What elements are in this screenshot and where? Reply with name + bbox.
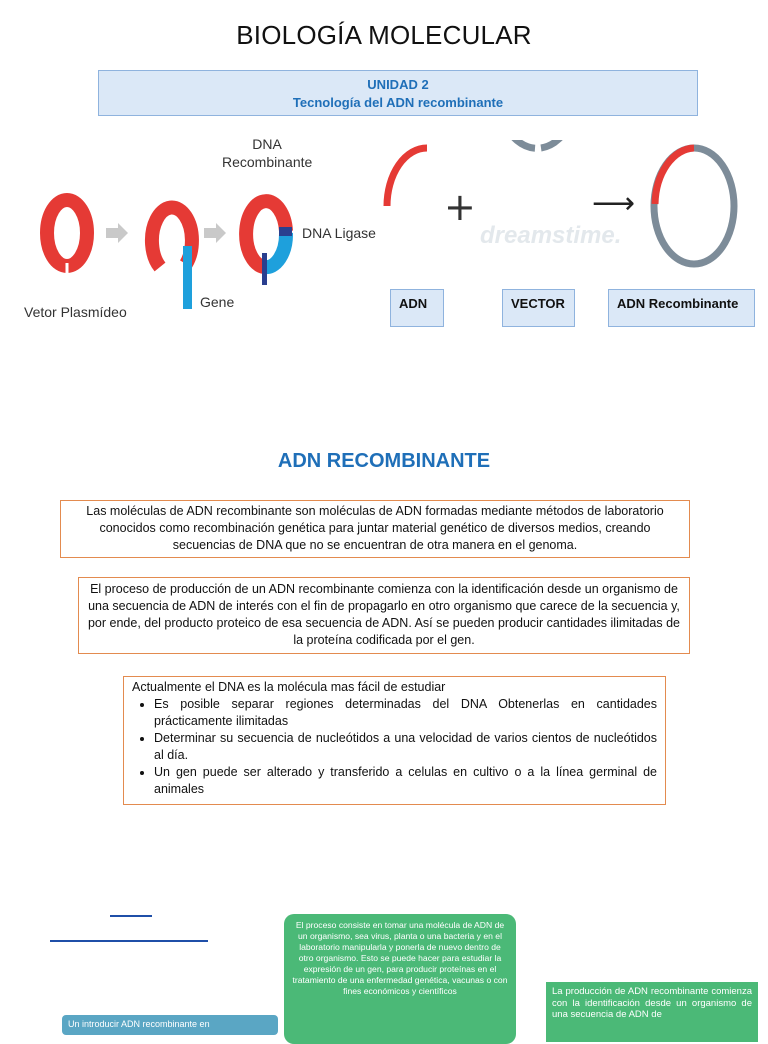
list-item: • Es posible separar regiones determinadas del DNA Obtenerlas en cantidades prácticamente ilimitadas <box>154 696 657 730</box>
process-box: El proceso de producción de un ADN recombinante comienza con la identificación desde un organismo de una secuencia de ADN de interés con el fin de propagarlo en otro organismo que carece de la secuencia y, por ende, del producto proteico de esa secuencia de ADN. Así se pueden producir cantidades ilimitadas de la proteína codificada por el gen. <box>78 577 690 654</box>
mindmap-node-right: La producción de ADN recombinante comienza con la identificación desde un organismo de una secuencia de ADN de <box>546 982 758 1042</box>
facts-box <box>123 676 666 805</box>
adn-fragment <box>387 148 427 206</box>
gene-insert <box>183 246 192 309</box>
plasmid-ring <box>47 200 87 266</box>
section-heading: ADN RECOMBINANTE <box>277 450 491 472</box>
recombinant-segment <box>655 148 694 204</box>
unit-banner <box>98 70 698 116</box>
mindmap-node-center: El proceso consiste en tomar una molécula de ADN de un organismo, sea virus, planta o una bacteria y en el laboratorio manipularla y ponerla de nuevo dentro de otro organismo. Esto se puede hacer para estudiar la expresión de un gen, para producir proteínas en el tratamiento de una enfermedad genética, vacunas o con fines económicos y científicos <box>284 914 516 1044</box>
term-vector: VECTOR <box>502 289 575 327</box>
unit-label: UNIDAD 2 <box>367 77 429 92</box>
plus-sign: + <box>444 185 476 229</box>
term-adn: ADN <box>390 289 444 327</box>
unit-subtitle: Tecnología del ADN recombinante <box>292 95 504 110</box>
mindmap-node-left: Un introducir ADN recombinante en <box>62 1015 278 1035</box>
watermark: dreamstime. <box>480 222 622 249</box>
recombination-diagram <box>375 140 768 280</box>
connector-line <box>50 940 208 942</box>
arrow-icon <box>106 223 128 243</box>
term-adn-recombinante: ADN Recombinante <box>608 289 755 327</box>
reaction-arrow-icon: ⟶ <box>592 186 636 221</box>
recombination-diagram-svg <box>375 140 768 280</box>
list-item: • Determinar su secuencia de nucleótidos a una velocidad de varios cientos de nucleótidos al día. <box>154 730 657 764</box>
page-title: BIOLOGÍA MOLECULAR <box>236 20 532 50</box>
list-item: • Un gen puede ser alterado y transferido a celulas en cultivo o a la línea germinal de animales <box>154 764 657 798</box>
vector-ring <box>497 140 577 148</box>
gene-label: Gene <box>200 294 235 310</box>
facts-intro: Actualmente el DNA es la molécula mas fácil de estudiar <box>132 680 446 694</box>
definition-box: Las moléculas de ADN recombinante son moléculas de ADN formadas mediante métodos de laboratorio conocidos como recombinación genética para juntar material genético de diversos medios, creando secuencias de DNA que no se encuentran de otra manera en el genoma. <box>60 500 690 558</box>
vetor-plasmideo-label: Vetor Plasmídeo <box>24 304 127 320</box>
dna-recombinante-label: DNA Recombinante <box>222 136 313 170</box>
arrow-icon <box>204 223 226 243</box>
facts-list <box>132 696 657 798</box>
dna-ligase-label: DNA Ligase <box>302 225 376 241</box>
recombinant-plasmid-blue <box>264 233 286 267</box>
ligase-mark <box>262 253 267 285</box>
connector-line <box>110 915 152 917</box>
ligase-mark <box>279 227 292 236</box>
